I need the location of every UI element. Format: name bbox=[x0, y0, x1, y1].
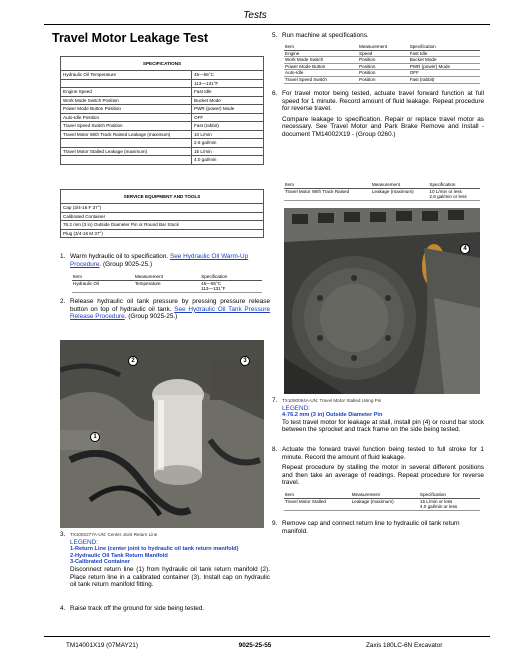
spec-row bbox=[61, 130, 264, 139]
step-8: 8. Actuate the forward travel function being tested to full stroke for 1 minute. Record the amount of fluid leakage. Repeat procedure by stalling the motor in several different positions and then take an average of readings. Repeat procedure for reverse travel. bbox=[272, 446, 484, 487]
table-cell: Position bbox=[358, 63, 409, 70]
spec-item: Travel Speed Switch Position bbox=[61, 122, 192, 131]
table-cell: Engine bbox=[284, 50, 358, 57]
legend-item-1: 1-Return Line (center joint to hydraulic oil tank return manifold) bbox=[70, 546, 239, 553]
spec-row bbox=[61, 79, 264, 88]
spec-item: Hydraulic Oil Temperature bbox=[61, 71, 192, 80]
photo-2-legend-title: LEGEND: bbox=[282, 404, 311, 412]
legend-item-2: 2-Hydraulic Oil Tank Return Manifold bbox=[70, 552, 168, 559]
spec-item bbox=[61, 139, 192, 148]
spec-value: 2.6 gal/min bbox=[192, 139, 264, 148]
tool-item: Calibrated Container bbox=[61, 212, 264, 221]
table-row bbox=[284, 57, 480, 64]
table-cell: Speed bbox=[358, 50, 409, 57]
callout-4: 4 bbox=[460, 244, 470, 254]
spec-item: Auto-Idle Position bbox=[61, 113, 192, 122]
tool-item: 76.2 mm (3 in) Outside Diameter Pin or Round Bar Stock bbox=[61, 221, 264, 230]
table-cell: Work Mode Switch bbox=[284, 57, 358, 64]
table-cell: Travel Speed Switch bbox=[284, 76, 358, 83]
callout-2: 2 bbox=[128, 356, 138, 366]
tool-row bbox=[61, 212, 264, 221]
header-rule bbox=[44, 24, 490, 25]
spec-item bbox=[61, 79, 192, 88]
tools-table-heading: SERVICE EQUIPMENT AND TOOLS bbox=[61, 190, 264, 204]
table-cell: OFF bbox=[409, 70, 480, 77]
spec-item: Travel Motor With Track Raised Leakage (maximum) bbox=[61, 130, 192, 139]
table-row bbox=[284, 70, 480, 77]
step-2: 2. Release hydraulic oil tank pressure by pressing pressure release button on top of hydraulic oil tank. See Hydraulic Oil Tank Pressure Release Procedure. (Group 9025-25.) bbox=[60, 298, 271, 321]
step-3-text: Disconnect return line (1) from hydraulic oil tank return manifold (2). Place return line in a calibrated container (3). Install cap on hydraulic oil tank return manifold fitting. bbox=[70, 565, 270, 589]
spec-table-heading: SPECIFICATIONS bbox=[61, 57, 264, 71]
spec-row bbox=[61, 147, 264, 156]
legend-item-3: 3-Calibrated Container bbox=[70, 559, 130, 566]
spec-value: Bucket Mode bbox=[192, 96, 264, 105]
spec-value: 10 L/min bbox=[192, 130, 264, 139]
step-8-text-2: Repeat procedure by stalling the motor in several different positions and then take an average of readings. Repeat procedure for reverse travel. bbox=[282, 464, 484, 487]
spec-row bbox=[61, 88, 264, 97]
table-cell: Fast Idle bbox=[409, 50, 480, 57]
step-4-text: Raise track off the ground for side being tested. bbox=[70, 605, 205, 612]
spec-value: Fast Idle bbox=[192, 88, 264, 97]
step-5-spec-table: Item Measurement Specification Engine Speed Fast Idle Work Mode Switch Position Bucket Mode Power Mode Button Position PWR (power) Mode Auto-Idle Position OFF Travel Speed Switch Position Fast (rabbit) bbox=[284, 44, 480, 84]
spec-value: 113—131°F bbox=[192, 79, 264, 88]
table-cell: PWR (power) Mode bbox=[409, 63, 480, 70]
travel-motor-stalled-photo bbox=[284, 208, 480, 394]
spec-row bbox=[61, 139, 264, 148]
photo-2-caption: TX1090084A-UN: Travel Motor Stalled Using Pin bbox=[282, 398, 382, 403]
center-joint-return-line-photo bbox=[60, 340, 264, 528]
spec-row bbox=[61, 105, 264, 114]
spec-value: OFF bbox=[192, 113, 264, 122]
spec-item: Power Mode Button Position bbox=[61, 105, 192, 114]
spec-value: PWR (power) Mode bbox=[192, 105, 264, 114]
table-cell: Fast (rabbit) bbox=[409, 76, 480, 83]
spec-value: 45—55°C bbox=[192, 71, 264, 80]
photo-1-caption: TX1092277A-UN: Center Joint Return Line bbox=[70, 532, 158, 537]
callout-1: 1 bbox=[90, 432, 100, 442]
tool-item: Plug (3/4-16 M 37°) bbox=[61, 229, 264, 238]
tool-row bbox=[61, 221, 264, 230]
step-6-text-2: Compare leakage to specification. Repair or replace travel motor as necessary. See Travel Motor and Park Brake Remove and Install - document TM14002X19 - (Group 0260.) bbox=[282, 115, 484, 138]
running-header: Tests bbox=[243, 10, 267, 21]
callout-3: 3 bbox=[240, 356, 250, 366]
spec-row bbox=[61, 71, 264, 80]
spec-row bbox=[61, 113, 264, 122]
legend-item-4: 4-76.2 mm (3 in) Outside Diameter Pin bbox=[282, 412, 383, 419]
table-cell: Auto-Idle bbox=[284, 70, 358, 77]
step-9: 9. Remove cap and connect return line to hydraulic oil tank return manifold. bbox=[272, 520, 484, 540]
spec-row bbox=[61, 122, 264, 131]
step-5: 5. Run machine at specifications. bbox=[272, 32, 484, 42]
spec-item: Engine Speed bbox=[61, 88, 192, 97]
step-6-spec-table: Item Measurement Specification Travel Motor With Track Raised Leakage (maximum) 10 L/min or less 2.6 gal/min or less bbox=[284, 182, 480, 201]
spec-item bbox=[61, 156, 192, 165]
step-3: 3. TX1092277A-UN: Center Joint Return Line LEGEND: 1-Return Line (center joint to hydraulic oil tank return manifold) 2-Hydraulic Oil Tank Return Manifold 3-Calibrated Container Disconnect return line (1) from hydraulic oil tank return manifold (2). Place return line in a calibrated container (3). Install cap on hydraulic oil tank return manifold fitting. bbox=[60, 531, 270, 589]
table-row bbox=[284, 63, 480, 70]
step-4: 4. Raise track off the ground for side being tested. bbox=[60, 605, 268, 615]
table-cell: Position bbox=[358, 76, 409, 83]
page-title: Travel Motor Leakage Test bbox=[52, 31, 209, 45]
travel-motor-illustration bbox=[284, 208, 480, 394]
pressure-release-procedure-link[interactable]: See Hydraulic Oil Tank Pressure Release Procedure bbox=[70, 305, 271, 321]
step-6-text: For travel motor being tested, actuate travel forward function at full speed for 1 minute. Record amount of fluid leakage. Repeat procedure for reverse travel. bbox=[282, 90, 484, 113]
spec-value: Fast (rabbit) bbox=[192, 122, 264, 131]
table-row bbox=[284, 76, 480, 83]
tool-item: Cap (3/4-16 F 37°) bbox=[61, 204, 264, 213]
footer-doc-id: TM14001X19 (07MAY21) bbox=[66, 642, 138, 649]
step-2-text: Release hydraulic oil tank pressure by pressing pressure release button on top of hydraulic oil tank. bbox=[70, 298, 270, 313]
step-5-text: Run machine at specifications. bbox=[282, 32, 369, 39]
table-cell: Power Mode Button bbox=[284, 63, 358, 70]
table-row bbox=[284, 50, 480, 57]
footer-page-number: 9025-25-55 bbox=[238, 642, 272, 649]
spec-item: Work Mode Switch Position bbox=[61, 96, 192, 105]
tool-row bbox=[61, 204, 264, 213]
spec-value: 4.0 gal/min bbox=[192, 156, 264, 165]
table-cell: Position bbox=[358, 70, 409, 77]
step-1: 1. Warm hydraulic oil to specification. See Hydraulic Oil Warm-Up Procedure. (Group 9025-25.) bbox=[60, 253, 249, 268]
step-9-text: Remove cap and connect return line to hydraulic oil tank return manifold. bbox=[282, 520, 460, 535]
spec-value: 15 L/min bbox=[192, 147, 264, 156]
spec-item: Travel Motor Stalled Leakage (maximum) bbox=[61, 147, 192, 156]
step-7-text: To test travel motor for leakage at stall, install pin (4) or round bar stock between the sprocket and track frame on the side being tested. bbox=[282, 418, 484, 434]
warm-up-procedure-link[interactable]: See Hydraulic Oil Warm-Up Procedure bbox=[70, 253, 249, 268]
step-8-text: Actuate the forward travel function being tested to full stroke for 1 minute. Record the amount of fluid leakage. bbox=[282, 446, 484, 461]
step-7: 7. TX1090084A-UN: Travel Motor Stalled Using Pin LEGEND: 4-76.2 mm (3 in) Outside Diameter Pin To test travel motor for leakage at stall, install pin (4) or round bar stock between the sprocket and track frame on the side being tested. bbox=[272, 397, 484, 434]
service-tools-table bbox=[60, 189, 264, 238]
table-cell: Position bbox=[358, 57, 409, 64]
step-1-spec-table: Item Measurement Specification Hydraulic Oil Temperature 45—55°C 113—131°F bbox=[72, 274, 262, 293]
photo-1-legend-title: LEGEND: bbox=[70, 538, 99, 546]
spec-row bbox=[61, 156, 264, 165]
footer-rule bbox=[44, 636, 490, 637]
tool-row bbox=[61, 229, 264, 238]
specifications-table bbox=[60, 56, 264, 165]
step-6: 6. For travel motor being tested, actuate travel forward function at full speed for 1 minute. Record amount of fluid leakage. Repeat procedure for reverse travel. Compare leakage to specification. Repair or replace travel motor as necessary. See Travel Motor and Park Brake Remove and Install - document TM14002X19 - (Group 0260.) bbox=[272, 90, 484, 138]
step-8-spec-table: Item Measurement Specification Travel Motor Stalled Leakage (maximum) 15 L/min or less 4.0 gal/min or less bbox=[284, 492, 480, 511]
spec-row bbox=[61, 96, 264, 105]
step-1-text: Warm hydraulic oil to specification. bbox=[70, 253, 169, 260]
footer-model: Zaxis 180LC-6N Excavator bbox=[366, 642, 443, 649]
table-cell: Bucket Mode bbox=[409, 57, 480, 64]
